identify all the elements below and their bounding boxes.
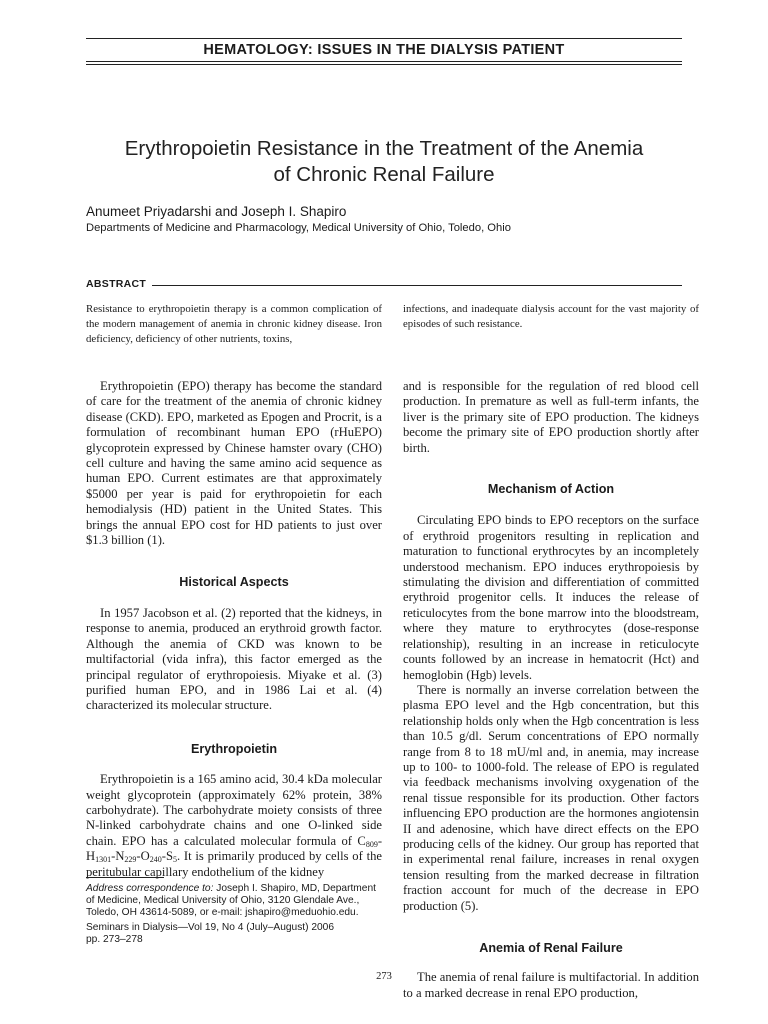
formula-h: H — [86, 849, 96, 864]
formula-n: N — [115, 849, 125, 864]
mechanism-of-action-heading: Mechanism of Action — [487, 482, 615, 497]
formula-s-sub: 5 — [172, 855, 177, 865]
footnote-rule — [86, 877, 164, 878]
formula-c-sub: 809 — [365, 839, 378, 849]
correspondence-footnote — [86, 883, 386, 946]
erythropoietin-paragraph — [86, 772, 382, 880]
journal-citation-line-1: Seminars in Dialysis—Vol 19, No 4 (July–August) 2006 — [86, 921, 335, 933]
header-rule-bottom-2 — [86, 64, 682, 65]
article-title-line-2: of Chronic Renal Failure — [273, 163, 495, 186]
erythropoietin-continuation: and is responsible for the regulation of red blood cell production. In premature as well as full-term infants, the liver is the primary site of EPO production. The kidneys become the primary site of EPO production shortly after birth. — [403, 379, 699, 455]
anemia-paragraph: The anemia of renal failure is multifactorial. In addition to a marked decrease in renal EPO production, — [403, 970, 699, 1000]
mechanism-paragraph-2: There is normally an inverse correlation between the plasma EPO level and the Hgb concentration, but this relationship holds only when the Hgb concentration is less than 10.5 g/dl. Serum concentrations of EPO normally range from 8 to 18 mU/ml and, in anemia, may increase up to 100- to 1000-fold. The release of EPO is regulated via feedback mechanisms involving oxygenation of the renal tissue responsible for its production. Other factors influencing EPO production are the hormones angiotensin II and adenosine, which have direct effects on the EPO producing cells of the kidney. Our group has reported that in experimental renal failure, increases in renal oxygen tension resulting from the marked decrease in filtration fraction account for much of the decrease in EPO production (5). — [403, 682, 699, 913]
anemia-of-renal-failure-heading: Anemia of Renal Failure — [479, 941, 623, 955]
formula-sep: - — [377, 833, 383, 848]
correspondence-address — [86, 883, 386, 920]
article-title-line-1: Erythropoietin Resistance in the Treatment of the Anemia — [124, 137, 644, 160]
formula-o-sub: 240 — [149, 855, 162, 865]
formula-o: O — [140, 849, 150, 864]
intro-paragraph: Erythropoietin (EPO) therapy has become the standard of care for the treatment of the anemia of chronic kidney disease (CKD). EPO, marketed as Epogen and Procrit, is a formulation of recombinant human EPO (rHuEPO) glycoprotein expressed by Chinese hamster ovary (CHO) cell culture and having the same amino acid sequence as human EPO. Current estimates are that approximately $5000 per year is paid for erythropoietin for each hemodialysis (HD) patient in the United States. This brings the annual EPO cost for HD patients to just over $1.3 billion (1). — [86, 379, 382, 548]
abstract-rule — [86, 285, 682, 286]
journal-section-header: HEMATOLOGY: ISSUES IN THE DIALYSIS PATIENT — [203, 42, 565, 58]
body-left-column — [86, 379, 382, 880]
formula-n-sub: 229 — [124, 855, 137, 865]
formula-sep: - — [111, 849, 116, 864]
abstract-label: ABSTRACT — [86, 278, 152, 290]
journal-citation-line-2: pp. 273–278 — [86, 933, 143, 945]
abstract-text-left: Resistance to erythropoietin therapy is a common complication of the modern management of anemia in chronic kidney disease. Iron deficiency, deficiency of other nutrients, toxins, — [86, 303, 382, 345]
mechanism-paragraph-1: Circulating EPO binds to EPO receptors on the surface of erythroid progenitors resulting in replication and maturation to functional erythrocytes by an incompletely understood mechanism. EPO induces erythropoiesis by stimulating the division and differentiation of committed erythroid progenitor cells. It induces the release of reticulocytes from the bone marrow into the bloodstream, where they mature to erythrocytes (dose-response relationship), resulting in an increase in reticulocyte counts followed by an increase in hematocrit (Hct) and hemoglobin (Hgb) levels. — [403, 513, 699, 682]
page-number: 273 — [376, 971, 392, 982]
erythropoietin-paragraph-start: Erythropoietin is a 165 amino acid, 30.4 kDa molecular weight glycoprotein (approximately 62% protein, 38% carbohydrate). The carbohydrate moiety consists of three N-linked carbohydrate chains and one O-linked side chain. EPO has a calculated molecular formula of — [86, 772, 382, 848]
author-affiliation: Departments of Medicine and Pharmacology, Medical University of Ohio, Toledo, Ohio — [86, 222, 511, 234]
correspondence-label: Address correspondence to: — [86, 883, 214, 894]
erythropoietin-paragraph-end: . It is primarily produced by cells of the peritubular capillary endothelium of the kidney — [86, 849, 382, 879]
header-rule-top — [86, 38, 682, 39]
header-rule-bottom-1 — [86, 61, 682, 62]
author-list: Anumeet Priyadarshi and Joseph I. Shapiro — [86, 204, 347, 219]
article-title — [86, 136, 682, 188]
formula-c: C — [357, 833, 366, 848]
historical-aspects-heading: Historical Aspects — [179, 575, 289, 590]
formula-s: S — [165, 849, 173, 864]
body-right-column — [403, 379, 699, 1001]
abstract-text-right: infections, and inadequate dialysis account for the vast majority of episodes of such resistance. — [403, 303, 699, 330]
correspondence-details: Joseph I. Shapiro, MD, Department of Medicine, Medical University of Ohio, 3120 Glendale Ave., Toledo, OH 43614-5089, or e-mail: jshapiro@meduohio.edu. — [86, 883, 376, 919]
formula-sep: - — [136, 849, 141, 864]
formula-h-sub: 1301 — [95, 855, 112, 865]
formula-sep: - — [161, 849, 166, 864]
historical-paragraph: In 1957 Jacobson et al. (2) reported that the kidneys, in response to anemia, produced an erythroid growth factor. Although the anemia of CKD was known to be multifactorial (vida infra), this factor emerged as the principal regulator of erythropoiesis. Miyake et al. (3) purified human EPO, and in 1986 Lai et al. (4) characterized its molecular structure. — [86, 605, 382, 713]
erythropoietin-heading: Erythropoietin — [190, 741, 278, 756]
